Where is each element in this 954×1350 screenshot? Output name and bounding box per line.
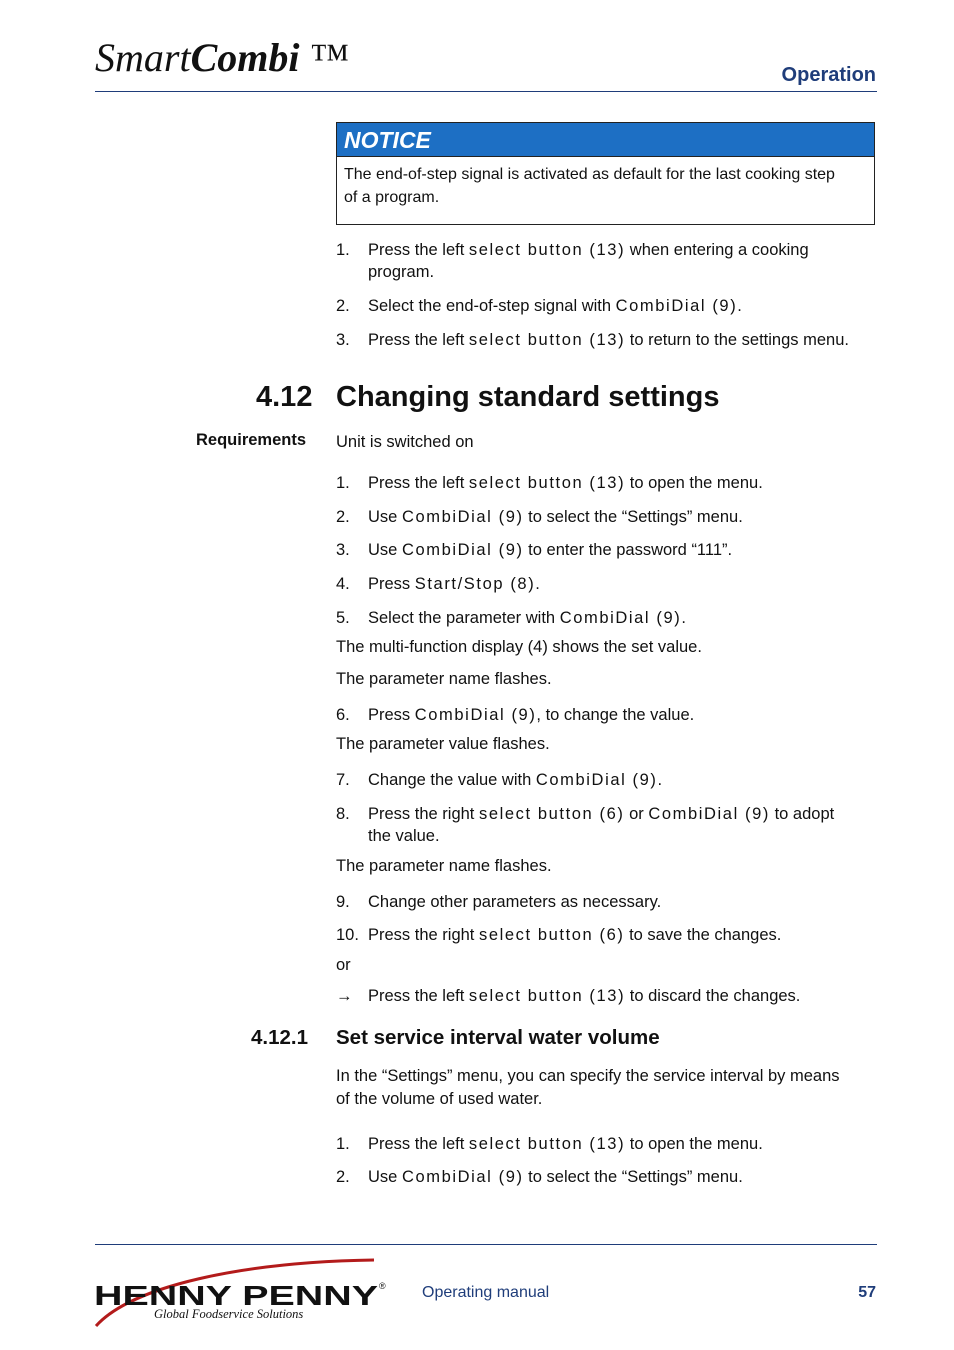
step-number: 9. xyxy=(336,893,350,911)
step-text: Press the left select button (13) to discard the changes. xyxy=(368,987,801,1005)
step-number: 2. xyxy=(336,297,350,315)
control-ref: CombiDial (9) xyxy=(648,805,770,823)
notice-box xyxy=(336,122,875,225)
step-text: Use CombiDial (9) to select the “Settings” menu. xyxy=(368,1168,743,1186)
step-text: Change other parameters as necessary. xyxy=(368,893,662,911)
step-continuation: program. xyxy=(368,263,435,281)
step-number: 10. xyxy=(336,926,359,944)
step-text: Press the left select button (13) to open the menu. xyxy=(368,1135,763,1153)
footer-rule xyxy=(95,1244,877,1245)
footer-document-title: Operating manual xyxy=(422,1284,550,1301)
control-ref: CombiDial (9) xyxy=(414,706,537,724)
notice-line: of a program. xyxy=(344,188,440,206)
step-number: 8. xyxy=(336,805,350,823)
result-text: The parameter name flashes. xyxy=(336,857,552,875)
step-number: 3. xyxy=(336,541,350,559)
step-text: Press the right select button (6) or CombiDial (9) to adopt xyxy=(368,805,835,823)
subsection-number: 4.12.1 xyxy=(251,1026,308,1049)
section-number: 4.12 xyxy=(256,381,313,413)
step-text: Press CombiDial (9), to change the value. xyxy=(368,706,695,724)
control-ref: select button (6) xyxy=(478,805,625,823)
brand-tm: ™ xyxy=(299,35,349,80)
control-ref: CombiDial (9) xyxy=(401,541,524,559)
logo-registered-mark: ® xyxy=(379,1281,386,1291)
intro-text: In the “Settings” menu, you can specify the service interval by means xyxy=(336,1067,840,1085)
step-number: 5. xyxy=(336,609,350,627)
henny-penny-logo xyxy=(92,1256,392,1332)
result-text: The parameter name flashes. xyxy=(336,670,552,688)
section-title: Changing standard settings xyxy=(336,381,720,413)
requirements-label: Requirements xyxy=(196,431,307,449)
step-text: Press the left select button (13) to open the menu. xyxy=(368,474,763,492)
step-text: Use CombiDial (9) to enter the password “111”. xyxy=(368,541,733,559)
step-number: 4. xyxy=(336,575,350,593)
brand-bold: Combi xyxy=(190,35,300,80)
logo-tagline: Global Foodservice Solutions xyxy=(154,1307,304,1321)
step-number: 1. xyxy=(336,474,350,492)
step-text: Select the parameter with CombiDial (9). xyxy=(368,609,686,627)
step-text: Press the right select button (6) to save the changes. xyxy=(368,926,782,944)
header-rule xyxy=(95,91,877,92)
control-ref: CombiDial (9) xyxy=(615,297,738,315)
control-ref: Start/Stop (8) xyxy=(414,575,536,593)
subsection-title: Set service interval water volume xyxy=(336,1026,660,1049)
control-ref: CombiDial (9) xyxy=(401,508,524,526)
result-text: The parameter value flashes. xyxy=(336,735,550,753)
control-ref: CombiDial (9) xyxy=(535,771,658,789)
step-number: 7. xyxy=(336,771,350,789)
step-number: 2. xyxy=(336,508,350,526)
arrow-icon: → xyxy=(336,987,353,1005)
step-continuation: the value. xyxy=(368,827,440,845)
requirements-text: Unit is switched on xyxy=(336,433,474,451)
control-ref: select button (13) xyxy=(468,1135,626,1153)
section-header: Operation xyxy=(781,64,876,86)
control-ref: CombiDial (9) xyxy=(559,609,682,627)
step-text: Press Start/Stop (8). xyxy=(368,575,540,593)
control-ref: select button (13) xyxy=(468,331,626,349)
logo-wordmark: HENNY PENNY xyxy=(94,1280,379,1311)
step-number: 2. xyxy=(336,1168,350,1186)
step-number: 3. xyxy=(336,331,350,349)
step-number: 1. xyxy=(336,241,350,259)
step-text: Use CombiDial (9) to select the “Settings” menu. xyxy=(368,508,743,526)
step-number: 1. xyxy=(336,1135,350,1153)
step-text: Press the left select button (13) when entering a cooking xyxy=(368,241,809,259)
notice-line: The end-of-step signal is activated as default for the last cooking step xyxy=(344,166,835,183)
page-number: 57 xyxy=(858,1284,876,1301)
result-text: The multi-function display (4) shows the set value. xyxy=(336,638,702,656)
or-text: or xyxy=(336,956,351,974)
intro-text: of the volume of used water. xyxy=(336,1090,543,1108)
control-ref: select button (13) xyxy=(468,987,626,1005)
step-text: Change the value with CombiDial (9). xyxy=(368,771,663,789)
control-ref: CombiDial (9) xyxy=(401,1168,524,1186)
step-number: 6. xyxy=(336,706,350,724)
notice-body xyxy=(337,157,874,209)
control-ref: select button (13) xyxy=(468,474,626,492)
control-ref: select button (13) xyxy=(468,241,626,259)
brand-light: Smart xyxy=(95,35,191,80)
step-text: Press the left select button (13) to return to the settings menu. xyxy=(368,331,849,349)
brand-title xyxy=(95,34,349,81)
control-ref: select button (6) xyxy=(478,926,625,944)
notice-title: NOTICE xyxy=(337,123,874,157)
step-text: Select the end-of-step signal with CombiDial (9). xyxy=(368,297,742,315)
